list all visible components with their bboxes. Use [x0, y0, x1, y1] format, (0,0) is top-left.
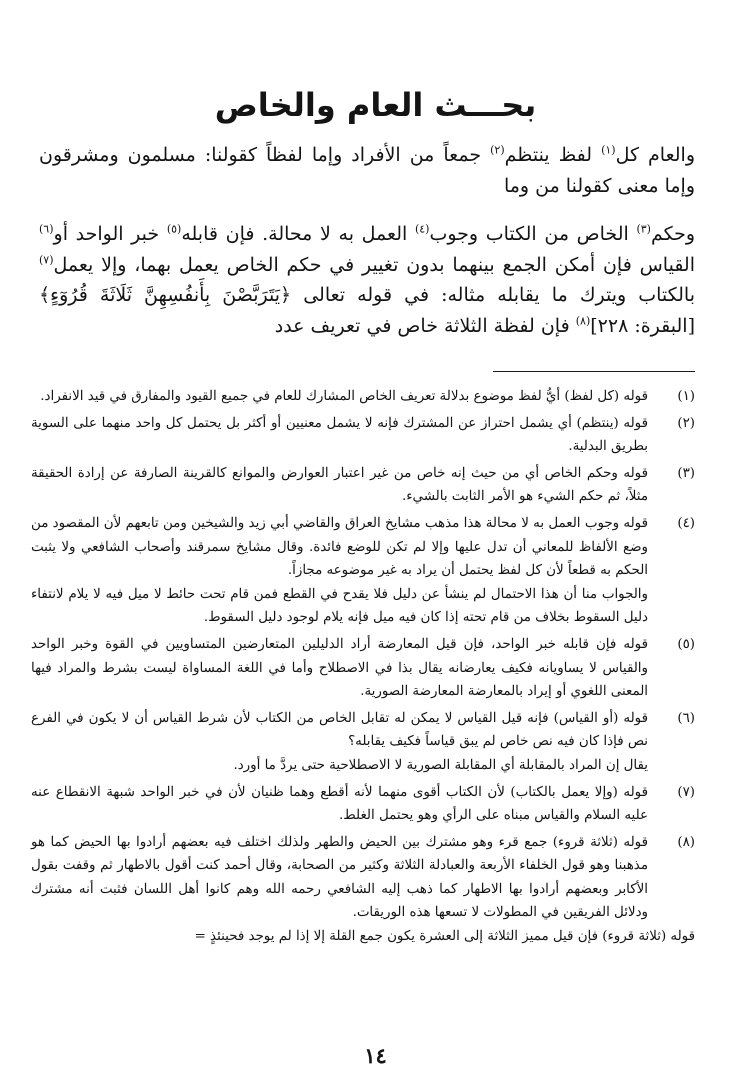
text-run: الخاص من الكتاب وجوب: [429, 223, 637, 246]
text-run: جمعاً من الأفراد وإما لفظاً كقولنا: مسلمون ومشرقون وإما معنى كقولنا من وما: [39, 144, 695, 197]
footnote-ref: (٨): [575, 314, 591, 328]
footnote: [31, 412, 695, 459]
main-paragraph: [39, 140, 695, 201]
footnote-number: (٣): [677, 465, 695, 481]
footnote-text: قوله (ثلاثة قروء) جمع قرء وهو مشترك بين الحيض والطهر ولذلك اختلف فيه بعضهم أرادوا بها الحيض كما هو مذهبنا وهو قول الخلفاء الأربعة والعبادلة الثلاثة وكثير من الصحابة، وقال أحمد كنت أقول بالاطهار ثم وقفت بقول الأكابر وبعضهم أرادوا بها الاطهار كما ذهب إليه الشافعي رحمه الله وهم كانوا أهل اللسان فثبت أنه مشترك ودلائل الفريقين في المطولات لا تسعها هذه الوريقات.: [31, 834, 648, 921]
footnote: [31, 781, 695, 828]
footnote-text: قوله وحكم الخاص أي من حيث إنه خاص من غير اعتبار العوارض والموانع كالقرينة الصارفة عن إرادة الحقيقة مثلاً، ثم حكم الشيء هو الأمر الثابت بالشيء.: [31, 465, 648, 505]
footnote-number: (٢): [677, 415, 695, 431]
footnote-ref: (٢): [490, 143, 505, 157]
footnote-text: قوله (وإلا يعمل بالكتاب) لأن الكتاب أقوى منهما لأنه أقطع وهما ظنيان لأن في خبر الواحد شبهة الانقطاع عنه عليه السلام والقياس مبناه على الرأي وهو يحتمل الغلط.: [31, 784, 648, 824]
text-run: خبر الواحد أو: [53, 223, 167, 246]
footnote-ref: (٣): [636, 222, 651, 236]
footnote-continued-text: قوله (ثلاثة قروء) فإن قيل مميز الثلاثة إلى العشرة يكون جمع القلة إلا إذا لم يوجد فحينئذٍ =: [194, 929, 695, 945]
footnote: [31, 633, 695, 704]
text-run: والعام كل: [615, 144, 696, 166]
footnote-ref: (٧): [39, 253, 54, 267]
footnote-number: (٤): [677, 515, 695, 531]
footnote-ref: (١): [601, 143, 616, 157]
footnote: [31, 707, 695, 778]
footnote-text: قوله وجوب العمل به لا محالة هذا مذهب مشايخ العراق والقاضي أبي زيد والشيخين ومن تابعهم لأن المقصود من وضع الألفاظ للمعاني أن تدل عليها وإلا لم تكن للوضع فائدة. وقال مشايخ سمرقند وأصحاب الشافعي ولا يثبت الحكم به قطعاً لأن كل لفظ يحتمل أن يراد به غير موضوعه مجازاً.: [31, 515, 648, 579]
footnote-text: قوله (ينتظم) أي يشمل احتراز عن المشترك فإنه لا يشمل معنيين أو أكثر بل يحتمل كل واحد منهما على السوية بطريق البدلية.: [31, 415, 648, 455]
text-run: لفظ ينتظم: [504, 144, 602, 166]
footnote-ref: (٦): [39, 222, 54, 236]
footnote-text: قوله فإن قابله خبر الواحد، فإن قيل المعارضة أراد الدليلين المتعارضين المتساويين في القوة وخبر الواحد والقياس لا يساويانه فكيف يعارضانه يقال بذا في الاصطلاح وأما في اللغة المساواة ليست بشرط والمراد فيها المعنى اللغوي أو إيراد بالمعارضة المعارضة الصورية.: [31, 636, 648, 700]
footnote-text: قوله (أو القياس) فإنه قيل القياس لا يمكن له تقابل الخاص من الكتاب لأن شرط القياس أن لا يكون في الفرع نص فإذا كان فيه نص خاص لم يبق قياساً فكيف يقابله؟: [31, 710, 648, 750]
footnote-ref: (٥): [166, 222, 182, 236]
footnote-number: (٥): [677, 636, 695, 652]
footnote-number: (٧): [677, 784, 695, 800]
text-run: فإن لفظة الثلاثة خاص في تعريف عدد: [274, 314, 576, 337]
text-run: القياس فإن أمكن الجمع بينهما بدون تغيير في حكم الخاص يعمل بهما، وإلا يعمل: [53, 253, 695, 276]
main-text: [39, 140, 695, 342]
main-paragraph: [39, 219, 695, 341]
footnote-continuation: والجواب منا أن هذا الاحتمال لم ينشأ عن دليل فلا يقدح في القطع فمن قام تحت حائط لا ميل فيه لا يلام لانتفاء دليل السقوط بخلاف من قام تحته إذا كان فيه ميل فإنه يلام لوجود دليل السقوط.: [31, 586, 648, 626]
text-run: وحكم: [650, 223, 696, 246]
footnote-text: قوله (كل لفظ) أيُّ لفظ موضوع بدلالة تعريف الخاص المشارك للعام في جميع القيود والمفارق في قيد الانفراد.: [40, 389, 648, 404]
section-title: بحـــث العام والخاص: [214, 86, 537, 124]
footnote: [31, 462, 695, 509]
footnote: [31, 512, 695, 630]
footnote-number: (٨): [677, 834, 695, 850]
text-run: العمل به لا محالة. فإن قابله: [181, 223, 415, 246]
footnote: [31, 385, 695, 409]
footnote-number: (١): [677, 389, 695, 404]
footnote-number: (٦): [677, 710, 695, 726]
footnote-divider: [493, 371, 695, 372]
page-number: ١٤: [364, 1043, 387, 1068]
footnote-ref: (٤): [414, 222, 430, 236]
text-run: بالكتاب ويترك ما يقابله مثاله: في قوله تعالى ﴿يَتَرَبَّصْنَ بِأَنفُسِهِنَّ ثَلَاثَةَ قُرُوٓءٍ﴾ [البقرة: ٢٢٨]: [39, 284, 695, 337]
footnote-continuation: يقال إن المراد بالمقابلة أي المقابلة الصورية لا الاصطلاحية حتى يردَّ ما أورد.: [233, 757, 648, 773]
footnotes: [31, 385, 695, 949]
footnote: [31, 831, 695, 925]
